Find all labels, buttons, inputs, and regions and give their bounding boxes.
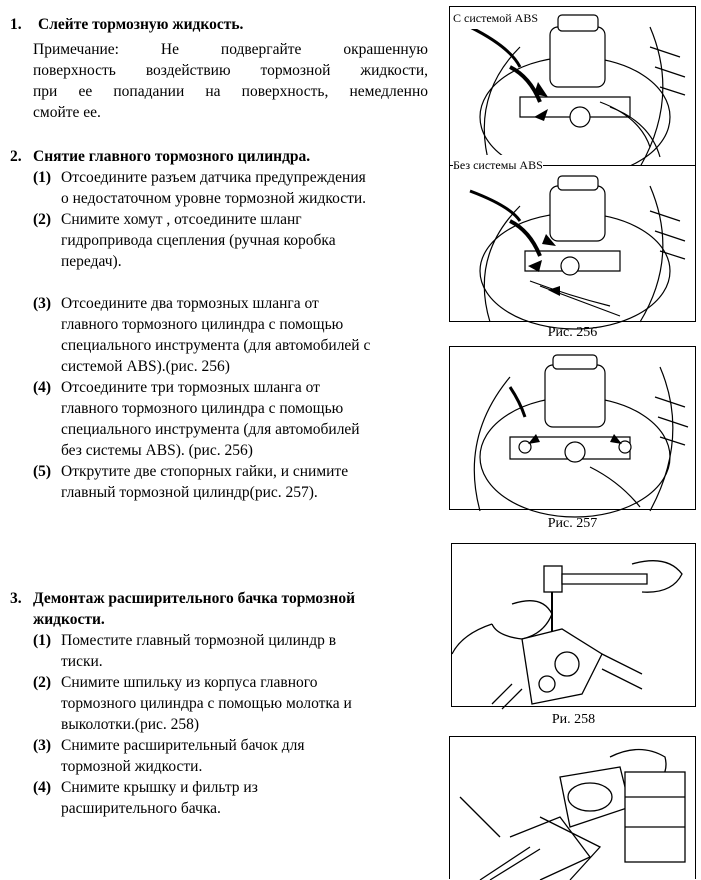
- substep-number: (4): [33, 379, 52, 396]
- note-line: поверхность воздействию тормозной жидкости,: [33, 62, 428, 79]
- substep-2-4: [33, 377, 423, 461]
- substep-line: передач).: [61, 253, 122, 270]
- substep-3-2: [33, 672, 423, 735]
- figure-259-partial: [449, 736, 696, 879]
- figure-258: [451, 543, 696, 707]
- substep-line: выколотки.(рис. 258): [61, 716, 200, 733]
- substep-line: тиски.: [61, 653, 103, 670]
- brake-master-cylinder-abs-drawing: [450, 7, 697, 167]
- step-1-note: [33, 39, 428, 123]
- caption-fig-256: Рис. 256: [547, 325, 598, 340]
- caption-fig-258: Ри. 258: [551, 712, 596, 727]
- title-line: жидкости.: [33, 611, 105, 628]
- substep-line: главный тормозной цилиндр(рис. 257).: [61, 484, 318, 501]
- step-3-number: 3.: [10, 590, 22, 607]
- substep-line: системой ABS).(рис. 256): [61, 358, 230, 375]
- note-line: при ее попадании на поверхность, немедленно: [33, 83, 428, 100]
- label-with-abs: С системой ABS: [453, 8, 538, 29]
- reservoir-removal-drawing: [450, 737, 697, 880]
- substep-line: тормозного цилиндра с помощью молотка и: [61, 695, 352, 712]
- substep-2-5: [33, 461, 423, 503]
- step-2-title: Снятие главного тормозного цилиндра.: [33, 148, 311, 165]
- substep-3-1: [33, 630, 423, 672]
- figure-256-no-abs: [449, 158, 696, 322]
- substep-line: Отсоедините разъем датчика предупреждения: [61, 169, 366, 186]
- step-1-number: 1.: [10, 16, 22, 33]
- figure-256-abs: [449, 6, 696, 166]
- substep-line: без системы ABS). (рис. 256): [61, 442, 253, 459]
- substep-number: (1): [33, 632, 52, 649]
- substep-line: Снимите хомут , отсоедините шланг: [61, 211, 302, 228]
- substep-number: (2): [33, 211, 52, 228]
- substep-number: (4): [33, 779, 52, 796]
- substep-line: главного тормозного цилиндра с помощью: [61, 316, 344, 333]
- substep-3-4: [33, 777, 423, 819]
- step-1-title: Слейте тормозную жидкость.: [38, 16, 244, 33]
- substep-line: Снимите расширительный бачок для: [61, 737, 305, 754]
- substep-line: Снимите шпильку из корпуса главного: [61, 674, 318, 691]
- note-line: Примечание: Не подвергайте окрашенную: [33, 41, 428, 58]
- substep-line: Снимите крышку и фильтр из: [61, 779, 258, 796]
- brake-master-cylinder-no-abs-drawing: [450, 166, 697, 322]
- step-2-number: 2.: [10, 148, 22, 165]
- caption-fig-257: Рис. 257: [547, 516, 598, 531]
- substep-line: Отсоедините два тормозных шланга от: [61, 295, 319, 312]
- note-line: смойте ее.: [33, 104, 101, 121]
- master-cylinder-nuts-drawing: [450, 347, 697, 511]
- substep-3-3: [33, 735, 423, 777]
- step-3-title: [33, 588, 355, 630]
- substep-number: (2): [33, 674, 52, 691]
- substep-2-1: [33, 167, 423, 209]
- figure-257: [449, 346, 696, 510]
- substep-number: (5): [33, 463, 52, 480]
- hammer-punch-drawing: [452, 544, 697, 708]
- substep-number: (3): [33, 295, 52, 312]
- substep-line: Открутите две стопорных гайки, и снимите: [61, 463, 349, 480]
- substep-line: главного тормозного цилиндра с помощью: [61, 400, 344, 417]
- substep-2-2: [33, 209, 423, 272]
- substep-number: (1): [33, 169, 52, 186]
- label-without-abs: Без системы ABS: [453, 155, 543, 176]
- substep-2-3: [33, 293, 423, 377]
- substep-line: расширительного бачка.: [61, 800, 221, 817]
- substep-line: специального инструмента (для автомобилей: [61, 421, 360, 438]
- substep-line: гидропривода сцепления (ручная коробка: [61, 232, 336, 249]
- substep-number: (3): [33, 737, 52, 754]
- title-line: Демонтаж расширительного бачка тормозной: [33, 590, 356, 607]
- substep-line: специального инструмента (для автомобилей с: [61, 337, 371, 354]
- substep-line: о недостаточном уровне тормозной жидкости.: [61, 190, 367, 207]
- substep-line: Поместите главный тормозной цилиндр в: [61, 632, 337, 649]
- substep-line: Отсоедините три тормозных шланга от: [61, 379, 320, 396]
- substep-line: тормозной жидкости.: [61, 758, 203, 775]
